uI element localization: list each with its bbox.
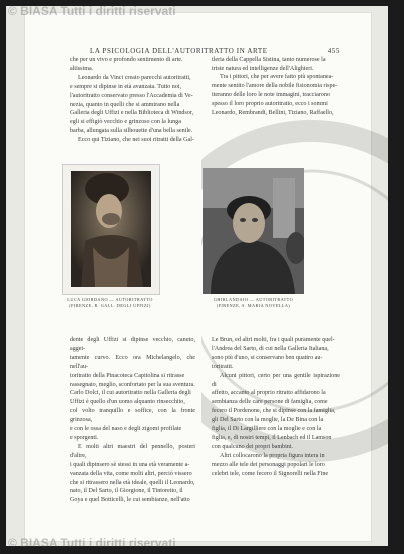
text-line: Goya e quel Botticelli, le cui sembianze, nell'atto [70,497,190,504]
text-column-top-left [70,56,195,145]
text-line: Galleria degli Uffizi e nella Biblioteca di Windsor, [70,110,194,117]
text-line: rassegnato, meglio, sconfortato per la sua sventura. [70,381,195,388]
running-title: LA PSICOLOGIA DELL'AUTORITRATTO IN ARTE [90,47,268,55]
portrait-image-right [203,168,304,294]
text-line: affetto, accanto al proprio ritratto affidarono la [212,390,326,397]
text-line: l'autoritratto conservato presso l'Accademia di Ve- [70,92,193,99]
text-line: egli si effigiò vecchio e grinzoso con la lunga [70,119,181,126]
text-column-top-right [212,56,340,74]
text-line: figlia, il Di Largilliere con la moglie e con la [212,426,322,433]
text-line: toritratto della Pinacoteca Capitolina si ritrasse [70,372,185,379]
text-line: Carlo Dolci, il cui autoritratto nella Galleria degli [70,390,191,397]
text-line: figlia, e, di nostri tempi, il Lenbach ed il Lamson [212,434,332,441]
text-line: mezzo alle tele dei personaggi popolari le loro [212,461,325,468]
text-line: tleria della Cappella Sistina, tanto numerose la [212,57,326,63]
text-line: e sporgenti. [70,434,99,441]
text-line: toritratti. [212,363,234,370]
text-line: E molti altri maestri del pennello, posteri d'altre, [70,443,195,459]
watermark-bottom: © BIASA Tutti i diritti riservati [8,536,176,550]
caption-line: (FIRENZE, S. MARIA NOVELLA) [216,303,291,308]
text-line: Le Brun, ed altri molti, fra i quali puramente quel- [212,337,335,343]
text-line: Uffizi è quello d'un uomo alquanto rinsecchito, [70,399,185,406]
text-line: Altri collocarono la propria figura intera in [220,452,325,459]
text-line: nezia, quanto in quelli che si ammirano nella [70,101,180,108]
text-line: e con le ossa del naso e degli zigomi profilate [70,426,182,433]
page-header [90,47,340,55]
text-line: altissima. [70,65,94,72]
text-line: mente sentito l'amore della nobile fisionomia rispe- [212,82,338,89]
text-line: vanzata della vita, come molti altri, perciò vissero [70,470,192,477]
caption-line: (FIRENZE, R. GALL. DEGLI UFFIZI) [69,303,151,308]
text-line: tamente curvo. Ecco ora Michelangelo, che nell'au- [70,354,195,370]
text-line: gli Del Sarto con la moglie, la De Bina con la [212,417,324,424]
watermark-top: © BIASA Tutti i diritti riservati [8,4,176,18]
text-line: spesso il loro proprio autoritratto, ecco i sommi [212,100,328,107]
caption-right [203,297,304,309]
text-line: fecero il Pordenone, che si dipinse con la famiglia, [212,408,336,415]
text-column-bottom-right [212,336,340,479]
text-line: barba, allungata sulla silhouette d'una bella senile. [70,128,193,135]
text-line: celebri tele, come fecero il Signorelli nella Fine [212,470,329,477]
text-line: che si ritrassero nella età ideale, quelli il Leonardo, [70,479,195,486]
text-line: Leonardo da Vinci creato parecchi autoritratti, [78,74,191,81]
text-line: l'Andrea del Sarto, di cui nella Galleria Italiana, [212,345,329,352]
text-line: Alcuni pittori, certo per una gentile ispirazione di [212,372,340,388]
caption-line: GHIRLANDAIO — AUTORITRATTO [213,297,294,302]
caption-line: LUCA GIORDANO — AUTORITRATTO [67,297,153,302]
portrait-painting-ghirlandaio [203,168,304,294]
text-line: sembianza delle care persone di famiglia, come [212,399,328,406]
text-column-top-right-paragraph [212,73,340,118]
text-line: nato, il Del Sarto, il Giorgione, il Tintoretto, il [70,488,183,495]
text-line: i quali dipinsero sè stessi in una età veramente a- [70,461,190,468]
portrait-image-left [62,164,160,295]
text-line: e sempre si dipinse in età avanzata. Tutto noi, [70,83,182,90]
page-number: 455 [327,47,340,55]
portrait-painting-luca-giordano [71,171,151,287]
text-line: tteranno delle loro le note immagini, tracciarono [212,91,330,98]
text-line: dente degli Uffizi si dipinse vecchio, canuto, agget- [70,337,195,352]
text-line: col volto tranquillo e soffice, con la fronte grinzosa, [70,408,195,424]
text-line: Tra i pittori, che per avere fatto più spontanea- [220,74,334,80]
text-line: che per un vivo e profondo sentimento di arte. [70,57,183,63]
text-line: sono più d'uno, si conservano ben quattro au- [212,354,323,361]
text-line: triste natura ed intelligenze dell'Alighieri. [212,65,314,72]
text-column-bottom-left [70,336,195,505]
text-line: con qualcuno dei propri bambini. [212,443,294,450]
text-line: Leonardo, Rembrandt, Bellini, Tiziano, Raffaello, [212,109,334,116]
caption-left [60,297,160,309]
text-line: Ecco qui Tiziano, che nei suoi ritratti della Gal- [78,137,194,144]
